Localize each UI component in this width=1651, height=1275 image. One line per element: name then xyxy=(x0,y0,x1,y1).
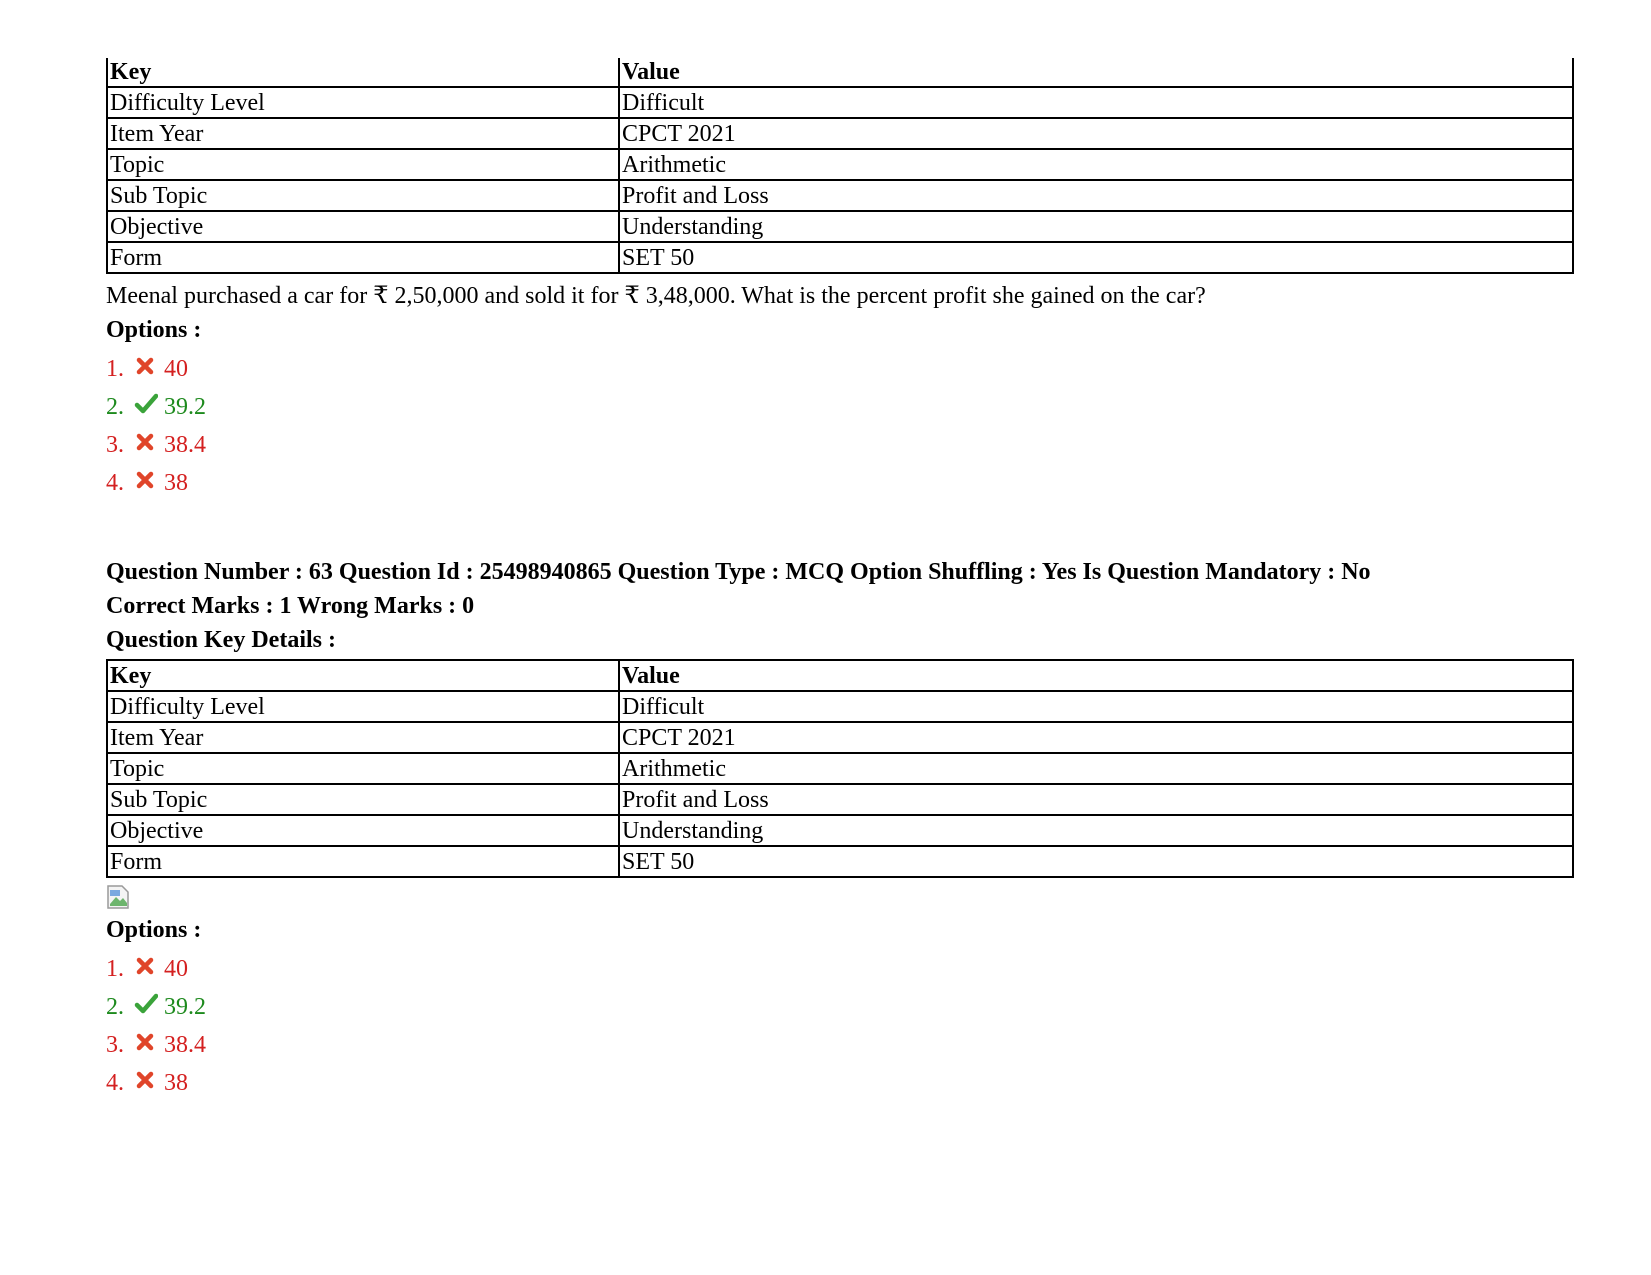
table-cell-key: Form xyxy=(107,846,619,877)
check-icon xyxy=(134,989,156,1011)
table-cell-key: Difficulty Level xyxy=(107,691,619,722)
cross-icon xyxy=(134,951,156,973)
option-text: 38 xyxy=(164,1070,188,1096)
table-cell-value: SET 50 xyxy=(619,846,1573,877)
option-number: 3. xyxy=(106,1032,124,1058)
cross-icon xyxy=(134,1065,156,1087)
table-header-row xyxy=(107,58,1573,87)
option-item xyxy=(106,988,1574,1026)
table-cell-value: Arithmetic xyxy=(619,753,1573,784)
option-text: 39.2 xyxy=(164,394,206,420)
table-header-value: Value xyxy=(619,660,1573,691)
table-header-key: Key xyxy=(107,660,619,691)
question-meta-line: Question Number : 63 Question Id : 25498940865 Question Type : MCQ Option Shuffling : Yes Is Question Mandatory : No xyxy=(106,559,1371,585)
table-cell-value: Profit and Loss xyxy=(619,784,1573,815)
table-row xyxy=(107,753,1573,784)
table-row xyxy=(107,149,1573,180)
table-row xyxy=(107,87,1573,118)
option-text: 39.2 xyxy=(164,994,206,1020)
table-row xyxy=(107,211,1573,242)
option-number: 2. xyxy=(106,394,124,420)
question-text: Meenal purchased a car for ₹ 2,50,000 and sold it for ₹ 3,48,000. What is the percent profit she gained on the car? xyxy=(106,283,1206,309)
table-cell-value: Difficult xyxy=(619,87,1573,118)
option-text: 40 xyxy=(164,356,188,382)
cross-icon xyxy=(134,351,156,373)
option-number: 4. xyxy=(106,1070,124,1096)
option-number: 1. xyxy=(106,956,124,982)
cross-icon xyxy=(134,427,156,449)
options-label: Options : xyxy=(106,917,202,943)
key-details-table xyxy=(106,58,1574,274)
table-row xyxy=(107,846,1573,877)
question-63-block xyxy=(106,555,1574,1102)
table-row xyxy=(107,722,1573,753)
table-cell-key: Difficulty Level xyxy=(107,87,619,118)
table-cell-value: CPCT 2021 xyxy=(619,118,1573,149)
table-cell-key: Form xyxy=(107,242,619,273)
table-cell-value: Profit and Loss xyxy=(619,180,1573,211)
option-number: 1. xyxy=(106,356,124,382)
table-cell-key: Topic xyxy=(107,149,619,180)
question-62-block xyxy=(106,58,1574,502)
table-row xyxy=(107,242,1573,273)
option-number: 3. xyxy=(106,432,124,458)
option-text: 38 xyxy=(164,470,188,496)
table-cell-value: Difficult xyxy=(619,691,1573,722)
table-cell-key: Sub Topic xyxy=(107,784,619,815)
table-cell-value: SET 50 xyxy=(619,242,1573,273)
option-item xyxy=(106,426,1574,464)
table-cell-key: Topic xyxy=(107,753,619,784)
option-text: 40 xyxy=(164,956,188,982)
option-number: 2. xyxy=(106,994,124,1020)
table-row xyxy=(107,118,1573,149)
option-text: 38.4 xyxy=(164,1032,206,1058)
options-label: Options : xyxy=(106,317,202,343)
table-cell-key: Objective xyxy=(107,815,619,846)
option-number: 4. xyxy=(106,470,124,496)
option-item xyxy=(106,1026,1574,1064)
table-cell-value: CPCT 2021 xyxy=(619,722,1573,753)
cross-icon xyxy=(134,1027,156,1049)
table-cell-value: Arithmetic xyxy=(619,149,1573,180)
question-marks-line: Correct Marks : 1 Wrong Marks : 0 xyxy=(106,593,475,619)
table-header-row xyxy=(107,660,1573,691)
option-item xyxy=(106,388,1574,426)
key-details-label: Question Key Details : xyxy=(106,627,336,653)
table-row xyxy=(107,815,1573,846)
table-row xyxy=(107,784,1573,815)
broken-image-icon xyxy=(106,884,132,910)
option-text: 38.4 xyxy=(164,432,206,458)
table-cell-key: Item Year xyxy=(107,722,619,753)
option-item xyxy=(106,464,1574,502)
table-row xyxy=(107,691,1573,722)
table-header-key: Key xyxy=(107,58,619,87)
option-item xyxy=(106,350,1574,388)
check-icon xyxy=(134,389,156,411)
table-cell-key: Sub Topic xyxy=(107,180,619,211)
table-cell-key: Item Year xyxy=(107,118,619,149)
table-row xyxy=(107,180,1573,211)
option-item xyxy=(106,950,1574,988)
table-header-value: Value xyxy=(619,58,1573,87)
table-cell-value: Understanding xyxy=(619,815,1573,846)
option-item xyxy=(106,1064,1574,1102)
cross-icon xyxy=(134,465,156,487)
table-cell-value: Understanding xyxy=(619,211,1573,242)
table-cell-key: Objective xyxy=(107,211,619,242)
key-details-table xyxy=(106,659,1574,878)
